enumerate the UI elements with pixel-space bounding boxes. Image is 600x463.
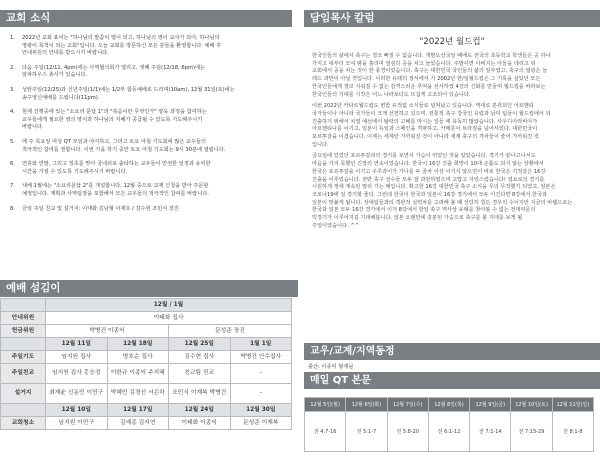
- worship-servers-table: [0, 298, 292, 430]
- qt-day: 12월 7일(수): [387, 398, 428, 412]
- column-line: 아르헨티나를 이기고, 일본이 독일과 스페인을 격파하고, 카메룬이 브라질을 넘어서었다. 대한민국이: [312, 126, 538, 133]
- roster-cell: 이태화 집사: [46, 312, 292, 325]
- qt-passage: 전 6:1-12: [428, 412, 469, 452]
- news-item-line: 시간을 가질 수 있도록 기도해주시기 바랍니다.: [22, 168, 128, 175]
- church-news-title: 교회 소식: [0, 10, 292, 27]
- roster-cell: 임지원 집사: [46, 351, 108, 364]
- roster-row: [1, 312, 292, 325]
- church-news-section: [0, 10, 292, 220]
- pastor-column-section: [304, 10, 600, 230]
- family-news-title: 교우/교계/지역동정: [304, 343, 600, 360]
- daily-qt-table: [304, 397, 594, 452]
- roster-cell: 조민식 이재복 박병건: [169, 384, 231, 404]
- news-item: [8, 161, 282, 176]
- column-line: 빅경기가 이루어지길 기대해봅니다. 일본 오랜만에 흥분된 가슴으로 축구를 볼 기대를 보게 될: [312, 215, 523, 222]
- roster-date: 12월 24일: [169, 404, 231, 417]
- qt-passage: 전 4:7-16: [305, 412, 346, 452]
- news-item-text: [22, 65, 282, 80]
- roster-date: 12월 10일: [46, 404, 108, 417]
- news-item: [8, 87, 282, 102]
- column-line: 가지고 대부터 모여 땀을 흘리며 열심히 공을 차고 놀았습니다. 주말이면 아버지는 아들을 데리고 뒤: [312, 60, 536, 67]
- roster-role-label: 주일친교: [1, 364, 46, 384]
- roster-corner-cell: [1, 338, 46, 351]
- news-item-number: 7.: [10, 183, 15, 190]
- qt-day: 12월 10일(토): [511, 398, 552, 412]
- roster-cell: 박혜민 김경선 서은하: [107, 384, 169, 404]
- news-item-line: 안내위원의 안내를 받으시기 바랍니다.: [22, 50, 109, 57]
- column-line: 입니다.: [312, 141, 329, 148]
- news-item-text: [22, 139, 282, 154]
- roster-date: 12월 25일: [169, 338, 231, 351]
- column-line: 레드 과반이 아닐 것입니다. 이러한 유래의 정서에서 가 2002년 한/일월드컵은 그 기록을 살았던 모든: [312, 76, 541, 83]
- news-item-text: [22, 161, 282, 176]
- family-news-text: 출산: 이종익 형제님: [308, 364, 354, 370]
- roster-cell: 친교팀 친교: [169, 364, 231, 384]
- column-line: 이번 2022년 카타르월드컵도 변함 유적없 소식들로 넘쳐났고 있습니다. 역대로 분류되던 아르헨티: [312, 103, 534, 110]
- qt-day: 12월 6일(화): [346, 398, 387, 412]
- roster-row: [1, 325, 292, 338]
- roster-cell: 문성준 이재복: [230, 417, 292, 430]
- column-line: 한국인들에게 결코 지워질 수 없는 감격스러운 추억을 선사하였 4강의 신화를 만들며 월드컵을 바라보는: [312, 83, 546, 90]
- roster-month: 12월 / 1월: [46, 299, 292, 312]
- roster-cell: 임지원 이민구: [46, 417, 108, 430]
- roster-row: [1, 417, 292, 430]
- roster-cell: -: [230, 364, 292, 384]
- column-subtitle: "2022년 월드컵": [419, 37, 485, 47]
- news-item-text: [22, 183, 282, 198]
- roster-role-label: 설거지: [1, 384, 46, 404]
- roster-role-label: 안내위원: [1, 312, 46, 325]
- news-item: [8, 35, 282, 58]
- news-item-number: 6.: [10, 161, 15, 168]
- column-line: 한국인들의 기대를 시작은 어느 나라보다도 뜨겁게 고조되어 있습니다.: [312, 91, 471, 98]
- news-item-number: 5.: [10, 138, 15, 145]
- qt-passage: 전 7:1-14: [470, 412, 511, 452]
- news-item-number: 8.: [10, 205, 15, 212]
- news-item: [8, 65, 282, 80]
- roster-date: 12월 18일: [107, 338, 169, 351]
- worship-servers-section: [0, 280, 298, 430]
- news-item: [8, 109, 282, 132]
- news-item-line: 바랍니다.: [22, 124, 44, 131]
- column-line: 마음을 가지 못했던 긴장의 연속이었습니다. 한국이 16강 진출 희망이 10대 손톱도 되지 않는 상황에서: [312, 161, 544, 168]
- roster-cell: 김수현 집사: [169, 351, 231, 364]
- pastor-column-title: 담임목사 칼럼: [304, 10, 600, 27]
- news-item-line: 적극적인 참여를 권합니다. 이번 가을 학기 중안 토요 아침 기도회는 9시 30분에 열립니다.: [22, 146, 226, 153]
- roster-cell: 최재윤 신동민 이민구: [46, 384, 108, 404]
- left-column: [0, 0, 298, 463]
- column-line: 교회에서 공을 차는 것이 한 풍경이었습니다. 축구는 대한민국 국민들의 삶의 일부였고, 축구의 열광은 늘: [312, 68, 548, 75]
- news-item-line: 성탄주일(12/25)과 신년주일(1/1)에는 1/2부 합동예배로 드리며(10am), 12월 31일(토)에는: [22, 86, 235, 93]
- column-body: [304, 47, 600, 230]
- news-item-number: 1.: [10, 35, 15, 41]
- news-item-text: [22, 206, 282, 214]
- daily-qt-title: 매일 QT 본문: [304, 372, 600, 389]
- column-line: 한국과 일본 모두 16강 경기에서 이겨 8강에서 한일 축구 역사상 유례를 찾아볼 수 없는 전대미문의: [312, 207, 536, 214]
- right-column: [304, 0, 600, 463]
- roster-role-label: 헌금위원: [1, 325, 46, 338]
- roster-month-row: [1, 299, 292, 312]
- qt-day: 12월 5일(월): [305, 398, 346, 412]
- worship-servers-title: 예배 섬김이: [0, 280, 298, 297]
- column-line: 진출을 이루었습니다. 전반 축구 선수들 모두 잘 과감하였으며 고맙고 자랑스럽습니다! 열요로의 경기를: [312, 176, 545, 183]
- roster-cell: -: [230, 384, 292, 404]
- roster-cell: 문성준 장진: [169, 325, 292, 338]
- qt-passage: 전 7:15-29: [511, 412, 552, 452]
- column-line: 금요일에 있었던 포르투갈과의 경기를 보면서 가슴이 뛰었던 것을 알았습니다. 경기가 끝나고나서도: [312, 153, 536, 160]
- church-news-list: [0, 27, 292, 213]
- roster-date: 12월 30일: [230, 404, 292, 417]
- news-item-number: 4.: [10, 109, 15, 116]
- roster-cell: 방호순 집사: [107, 351, 169, 364]
- news-item: [8, 183, 282, 198]
- roster-role-label: 교회청소: [1, 417, 46, 430]
- column-line: 주일이었습니다. ^^: [312, 222, 360, 229]
- roster-row: [1, 384, 292, 404]
- news-item-line: 예정입니다. 계획과 사역팀장을 포함해서 모든 교우들의 적극적인 참여를 바랍니다.: [22, 190, 209, 197]
- roster-cell: 임지원 집사 홍승정: [46, 364, 108, 384]
- news-item: [8, 206, 282, 214]
- news-item-line: 영광이 목적이 되는 교회"입니다. 오늘 교회를 방문하신 모든 분들을 환영합니다. 예배 후: [22, 42, 222, 49]
- news-item-text: [22, 109, 282, 132]
- qt-passage: 전 5:8-20: [387, 412, 428, 452]
- news-item-line: 금일 주일 친교 및 설거지: 이태화 김남형 이재호 / 김수현 조민식 장진: [22, 205, 179, 212]
- qt-days-row: [305, 398, 594, 412]
- roster-cell: 김예종 김지연: [107, 417, 169, 430]
- column-line: 시원하게 정에 계속된 멀리 가는 때입니다. 확고한 16강 대한민국 축구 소식을 무의 무적했기 되었고, 일본은: [312, 184, 556, 191]
- qt-day: 12월 11일(일): [552, 398, 593, 412]
- daily-qt-section: [304, 362, 600, 452]
- news-item-line: 알파하우스 총사가 있습니다.: [22, 72, 88, 79]
- column-line: 한국인들의 삶에서 축구는 결코 빠질 수 없습니다. 개발도상국일 때에도 전국의 초등학교 학생들은 공 하나: [312, 53, 551, 59]
- roster-cell: 박병건 안수집사: [230, 351, 292, 364]
- roster-role-label: 주일기도: [1, 351, 46, 364]
- news-item-line: 송구영신예배를 드립니다(11pm).: [22, 94, 100, 101]
- news-item-line: 연휴와 연말, 그리고 정초를 맞아 국내외로 출타하는 교우들이 안전한 일정과 유익한: [22, 161, 211, 168]
- column-line: 한국은 포르투갈을 이기고 우루과이가 가나를 두 골차 이상 이기지 않으면서 바로 한국은 기적같은 16강: [312, 168, 546, 175]
- roster-row: [1, 364, 292, 384]
- roster-corner-cell: [1, 404, 46, 417]
- qt-passage: 전 5:1-7: [346, 412, 387, 452]
- roster-date: 1월 1일: [230, 338, 292, 351]
- column-line: 포르투갈을 이겼습니다. 이제는 세계란 가까워진 것이 아니라 세계 축구의 격차들이 줄어 가까워진 것: [312, 134, 539, 141]
- news-item-line: 2022년 교회 표어는 "하나님의 말씀이 벌이 되고, 하나님의 영이 교사가 되어, 하나님의: [22, 35, 220, 41]
- roster-date-row: [1, 404, 292, 417]
- roster-cell: 이태화 이종익: [169, 417, 231, 430]
- roster-corner-cell: [1, 299, 46, 312]
- column-line: 국가들이나 아니라 국가들이 크게 선전하고 있으며, 전통적 축구 강국인 유럽과 남미 팀들이 월드컵에서 뒤: [312, 110, 551, 117]
- news-item-number: 3.: [10, 86, 15, 93]
- qt-day: 12월 9일(금): [470, 398, 511, 412]
- column-line: 코로나19에 걸 경기할 줄다. 그런데 한국이 한국과 일본이 16강 경기에서 모두 이긴다면 8강에서 한국과: [312, 191, 548, 198]
- news-item-text: [22, 87, 282, 102]
- news-item-line: 매 주 목요일 여성 QT 모임과 야식하고, 그리고 토요 아침 기도회에 많은 교우들의: [22, 138, 207, 145]
- qt-passage: 전 8:1-8: [552, 412, 593, 452]
- qt-refs-row: [305, 412, 594, 452]
- news-item-line: 새해 1월에는 "소요리문답 2"를 개설합니다. 12월 중으로 교재 신청을 받아 주문할: [22, 183, 209, 190]
- news-item: [8, 139, 282, 154]
- roster-date-row: [1, 338, 292, 351]
- news-item-line: 교우들에게 필요한 영의 양식과 하나님의 지혜가 공급될 수 있도록 기도해주시기: [22, 116, 203, 123]
- news-item-line: 다음 주일(12/11, 4pm)에는 사역협의회가 열리고, 셋째 주일(12/18, 6pm)에는: [22, 64, 206, 71]
- roster-date: 12월 11일: [46, 338, 108, 351]
- column-line: 일본이 맞붙게 됩니다. 상대팀들과의 객관적 실력차를 고려해 볼 때 상당히 힘든 경우의 수이지만 지금의 바램으로는: [312, 199, 573, 206]
- roster-cell: 박병건 이종익: [46, 325, 169, 338]
- roster-cell: 이한규 이종익 주지혜: [107, 364, 169, 384]
- news-item-number: 2.: [10, 64, 15, 71]
- news-item-text: [22, 35, 282, 58]
- qt-day: 12월 8일(목): [428, 398, 469, 412]
- column-line: 진출하기 위해서 치열 예선에서 탈락의 고배를 마시는 일들 에 유독히 많았습니다. 사우디아라비아가: [312, 118, 538, 125]
- roster-row: [1, 351, 292, 364]
- news-item-line: 현재 진행중에 있는 "소요리 문답 1"과 "복음이란 무엇인가" 양육 과정을 참여하는: [22, 109, 207, 116]
- roster-date: 12월 17일: [107, 404, 169, 417]
